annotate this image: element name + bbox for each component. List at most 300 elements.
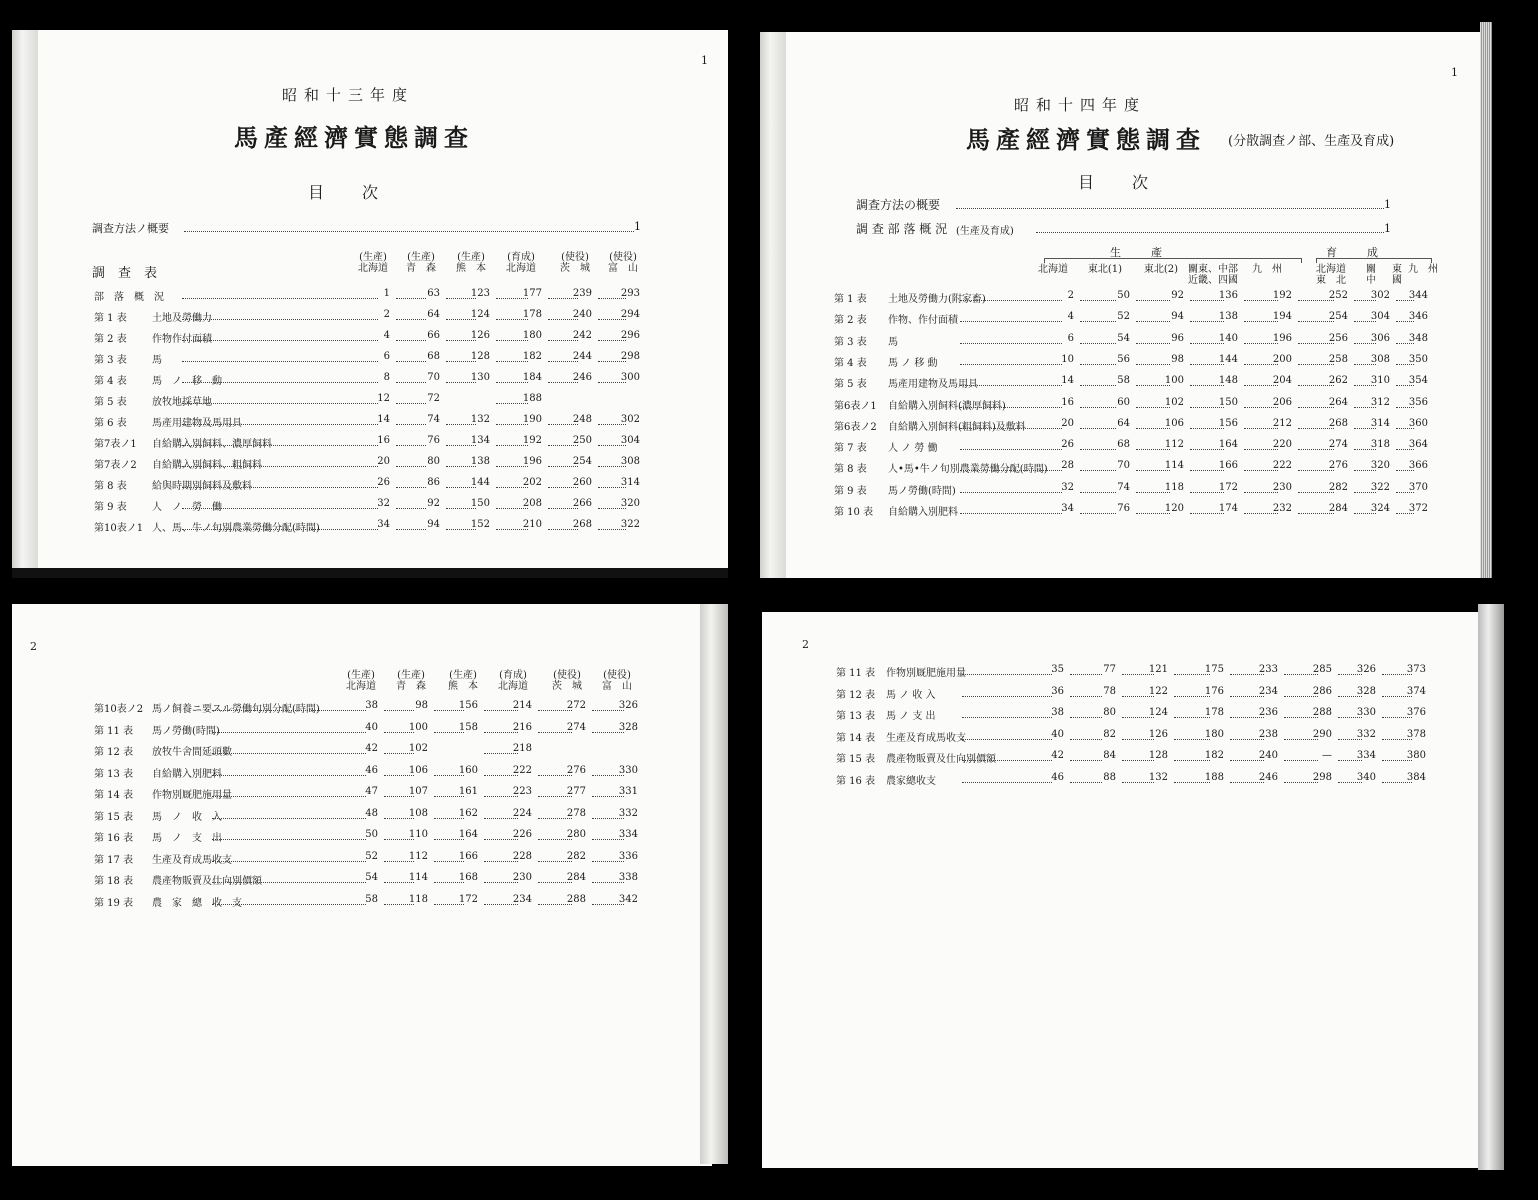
table-name: 馬ノ勞働(時間) (152, 725, 220, 737)
page-ref: 128 (1148, 750, 1168, 761)
page-ref: 54 (365, 872, 378, 883)
table-name: 自給購入別肥料 (888, 507, 958, 518)
table-name: 馬產用建物及馬用具 (152, 418, 242, 429)
page-ref: 338 (618, 872, 638, 883)
page-ref: 2 (383, 309, 390, 320)
leader-dots (212, 904, 366, 905)
page-ref: 74 (1117, 481, 1130, 493)
page-ref: 190 (522, 414, 542, 425)
page-ref: 26 (1061, 439, 1074, 451)
page-ref: 370 (1408, 481, 1428, 493)
column-header: (生產) 北海道 (346, 670, 376, 692)
page-ref: 240 (572, 309, 592, 320)
column-header: (生產) 青 森 (396, 670, 426, 692)
table-number: 第6表ノ2 (834, 421, 877, 433)
page-title: 馬產經濟實態調查 (234, 123, 474, 152)
page-ref: 2 (1067, 290, 1074, 301)
page-ref: 314 (1370, 417, 1390, 429)
leader-dots (212, 818, 366, 819)
page-ref: 226 (512, 829, 532, 840)
table-number: 第 16 表 (836, 775, 876, 787)
page-ref: 250 (572, 435, 592, 446)
page-ref: 233 (1258, 664, 1278, 675)
table-number: 第 8 表 (834, 464, 867, 476)
table-name: 生產及育成馬收支 (152, 854, 232, 866)
page-ref: 156 (1218, 417, 1238, 429)
table-number: 第 2 表 (834, 315, 867, 327)
table-number: 第 6 表 (94, 418, 127, 429)
page-ref: 40 (365, 721, 378, 733)
page-ref: 176 (1204, 685, 1224, 697)
overview-label: 調查方法の概要 (856, 198, 941, 212)
page-ref: 208 (522, 498, 542, 509)
page-ref: 136 (1218, 290, 1238, 301)
page-ref: 274 (566, 721, 586, 733)
year-heading: 昭和十三年度 (282, 86, 415, 104)
page-ref: 94 (1171, 311, 1184, 323)
page-ref: 302 (620, 414, 640, 425)
table-name: 土地及勞働力 (152, 313, 212, 324)
table-number: 第 1 表 (94, 313, 127, 324)
page-ref: 38 (365, 700, 378, 711)
page-ref: 172 (458, 893, 478, 905)
table-name: 人 ノ 勞 働 (152, 502, 222, 513)
table-number: 第 19 表 (94, 897, 134, 909)
table-number: 第 3 表 (834, 336, 867, 348)
column-header: 東 國 (1392, 264, 1402, 286)
page-ref: 376 (1406, 707, 1426, 718)
page-ref: 40 (1051, 728, 1064, 740)
page-ref: 234 (1258, 685, 1278, 697)
page-ref: 277 (566, 786, 586, 797)
table-name: 農家總收支 (886, 775, 936, 787)
page-ref: 282 (1328, 481, 1348, 493)
table-name: 馬產用建物及馬用具 (888, 379, 978, 391)
page-ref: 326 (1356, 664, 1376, 675)
page-ref: 148 (1218, 375, 1238, 387)
page-ref: 118 (1164, 481, 1184, 493)
page-ref: 320 (620, 498, 640, 509)
table-number: 第 9 表 (94, 502, 127, 513)
table-name: 生產及育成馬收支 (886, 732, 966, 744)
leader-dots (1036, 232, 1384, 233)
page-ref: 112 (1164, 439, 1184, 451)
page-ref: 196 (522, 456, 542, 467)
page-ref: 334 (618, 829, 638, 840)
page-ref: 344 (1408, 290, 1428, 301)
page-ref: 126 (1148, 728, 1168, 740)
table-number: 第 12 表 (836, 689, 876, 701)
page-ref: 242 (572, 330, 592, 341)
page-ref: 293 (620, 288, 640, 299)
page-number: 2 (802, 638, 809, 651)
page-ref: 236 (1258, 707, 1278, 718)
table-number: 第 11 表 (836, 668, 876, 679)
page-ref: 248 (572, 414, 592, 425)
table-name: 自給購入別飼料(濃厚飼料) (888, 400, 1006, 412)
page-ref: 16 (377, 435, 390, 446)
page-number: 2 (30, 640, 37, 653)
page-ref: 34 (1061, 503, 1074, 514)
page-ref: 28 (1061, 460, 1074, 472)
page-ref: 132 (1148, 771, 1168, 783)
leader-dots (182, 340, 378, 341)
page-ref: 126 (470, 330, 490, 341)
page-ref: 312 (1370, 396, 1390, 408)
page-ref: 112 (408, 850, 428, 862)
page-ref: 262 (1328, 375, 1348, 387)
page-ref: 290 (1312, 728, 1332, 740)
page-ref: 272 (566, 700, 586, 711)
page-ref: 20 (377, 456, 390, 467)
page-ref: 123 (470, 288, 490, 299)
page-ref: 278 (566, 807, 586, 819)
page-ref: 172 (1218, 481, 1238, 493)
page-number: 1 (1451, 66, 1458, 79)
page-ref: 348 (1408, 332, 1428, 344)
page-ref: 150 (1218, 396, 1238, 408)
page-ref: 232 (1272, 503, 1292, 514)
page-ref: 52 (365, 850, 378, 862)
page-ref: 174 (1218, 503, 1238, 514)
table-number: 第 1 表 (834, 294, 867, 305)
table-name: 自給購入別飼料(粗飼料)及敷料 (888, 421, 1026, 433)
page-ref: 364 (1408, 439, 1428, 451)
page-ref: 374 (1406, 685, 1426, 697)
page-subtitle: (分散調查ノ部、生產及育成) (1228, 134, 1395, 149)
page-ref: 106 (1164, 417, 1184, 429)
page-ref: 164 (458, 829, 478, 840)
page-ref: 336 (618, 850, 638, 862)
page-ref: 64 (1117, 417, 1130, 429)
page-ref: 164 (1218, 439, 1238, 451)
leader-dots (212, 839, 366, 840)
page-ref: 64 (427, 309, 440, 320)
page-ref: 156 (458, 700, 478, 711)
page-ref: 298 (620, 351, 640, 362)
page-ref: 254 (572, 456, 592, 467)
page-ref: 168 (458, 872, 478, 883)
page-ref: 58 (365, 893, 378, 905)
page-ref: 110 (408, 829, 428, 840)
page-ref: 230 (1272, 481, 1292, 493)
leader-dots (182, 445, 378, 446)
table-name: 作物別厩肥施用量 (152, 790, 232, 801)
page-ref: 239 (572, 288, 592, 299)
page-ref: 234 (512, 893, 532, 905)
page-ref: 212 (1272, 417, 1292, 429)
page-ref: 260 (572, 477, 592, 488)
page-ref: 32 (377, 498, 390, 509)
page-ref: 48 (365, 807, 378, 819)
page-ref: 120 (1164, 503, 1184, 514)
column-header: (育成) 北海道 (498, 670, 528, 692)
page-ref: 342 (618, 893, 638, 905)
page-ref: 94 (427, 519, 440, 530)
table-number: 第 15 表 (836, 754, 876, 765)
page-ref: 331 (618, 786, 638, 797)
page-ref: 220 (1272, 439, 1292, 451)
page-ref: 20 (1061, 417, 1074, 429)
page-ref: 246 (1258, 771, 1278, 783)
leader-dots (182, 424, 378, 425)
table-number: 第 18 表 (94, 876, 134, 887)
page-ref: 6 (1067, 332, 1074, 344)
page-ref: 68 (1117, 439, 1130, 451)
page-ref: 144 (1218, 353, 1238, 365)
page-ref: 108 (408, 807, 428, 819)
table-number: 第 10 表 (834, 507, 874, 518)
page-curl (700, 604, 728, 1164)
page-ref: 228 (512, 850, 532, 862)
page-ref: 350 (1408, 353, 1428, 365)
column-header: (使役) 茨 城 (560, 252, 590, 274)
leader-dots (182, 403, 378, 404)
table-number: 第 15 表 (94, 811, 134, 823)
table-name: 作物、作付面積 (888, 315, 958, 327)
page-ref: 178 (1204, 707, 1224, 718)
page-ref: 36 (1051, 685, 1064, 697)
column-header: (育成) 北海道 (506, 252, 536, 274)
page-ref: 180 (1204, 728, 1224, 740)
page-ref: 162 (458, 807, 478, 819)
page-ref: 332 (618, 807, 638, 819)
page-ref: 238 (1258, 728, 1278, 740)
page-ref: 66 (427, 330, 440, 341)
page-ref: 184 (522, 372, 542, 383)
village-page: 1 (1384, 222, 1391, 235)
village-label: 調 查 部 落 概 況 (856, 222, 948, 236)
page-ref: 268 (1328, 417, 1348, 429)
page-ref: 34 (377, 519, 390, 530)
page-ref: 68 (427, 351, 440, 362)
column-header: (生產) 青 森 (406, 252, 436, 274)
page-ref: 4 (1067, 311, 1074, 323)
leader-dots (212, 861, 366, 862)
page-ref: 252 (1328, 290, 1348, 301)
page-ref: 46 (365, 764, 378, 776)
page-ref: 128 (470, 351, 490, 362)
page-ref: 373 (1406, 664, 1426, 675)
page-ref: 74 (427, 414, 440, 425)
table-name: 放牧牛舍間延頭數 (152, 747, 232, 758)
page-ref: 42 (1051, 750, 1064, 761)
page-ref: 107 (408, 786, 428, 797)
page-ref: 12 (377, 393, 390, 404)
toc-heading: 目次 (1078, 173, 1187, 192)
page-ref: 216 (512, 721, 532, 733)
page-ref: 182 (1204, 750, 1224, 761)
page-ref: 314 (620, 477, 640, 488)
page-ref: 274 (1328, 439, 1348, 451)
page-ref: 254 (1328, 311, 1348, 323)
page-ref: 188 (522, 393, 542, 404)
page-ref: 102 (1164, 396, 1184, 408)
table-number: 第 17 表 (94, 854, 134, 866)
page-ref: 322 (620, 519, 640, 530)
column-header: 北海道 (1038, 264, 1068, 275)
page-ref: 282 (566, 850, 586, 862)
table-name: 農產物販賣及仕向別價額 (886, 754, 996, 765)
page-ref: 210 (522, 519, 542, 530)
table-number: 第 4 表 (834, 357, 867, 369)
table-number: 第7表ノ2 (94, 460, 137, 471)
page-ref: 244 (572, 351, 592, 362)
year-heading: 昭和十四年度 (1014, 96, 1147, 114)
table-number: 第 12 表 (94, 747, 134, 758)
page-1939-toc-2 (762, 612, 1478, 1168)
page-ref: 188 (1204, 771, 1224, 783)
table-number: 第 11 表 (94, 725, 134, 737)
table-number: 第 5 表 (834, 379, 867, 391)
page-ref: 58 (1117, 375, 1130, 387)
page-curl (12, 30, 38, 578)
page-ref: 302 (1370, 290, 1390, 301)
table-number: 第 3 表 (94, 355, 127, 366)
page-ref: 160 (458, 764, 478, 776)
page-ref: 276 (1328, 460, 1348, 472)
overview-page: 1 (1384, 198, 1391, 211)
page-ref: 284 (566, 872, 586, 883)
page-ref: 224 (512, 807, 532, 819)
table-number: 第 2 表 (94, 334, 127, 345)
table-number: 第 7 表 (834, 443, 867, 455)
page-ref: 122 (1148, 685, 1168, 697)
page-ref: 63 (427, 288, 440, 299)
table-name: 馬 ノ 支 出 (886, 711, 936, 722)
table-name: 放牧地採草地 (152, 397, 212, 408)
page-ref: 161 (458, 786, 478, 797)
leader-dots (182, 361, 378, 362)
page-ref: 298 (1312, 771, 1332, 783)
page-ref: 1 (383, 288, 390, 299)
leader-dots (184, 231, 634, 232)
table-name: 自給購入別飼料、濃厚飼料 (152, 439, 272, 450)
page-ref: 102 (408, 743, 428, 754)
page-curl (760, 32, 786, 578)
table-name: 馬 ノ 支 出 (152, 833, 222, 844)
leader-dots (212, 775, 366, 776)
page-ref: 16 (1061, 396, 1074, 408)
table-name: 給與時期別飼料及敷料 (152, 481, 252, 492)
column-header: (生產) 熊 本 (448, 670, 478, 692)
page-ref: 96 (1171, 332, 1184, 344)
page-ref: 378 (1406, 728, 1426, 740)
table-name: 農產物販賣及仕向別價額 (152, 876, 262, 887)
page-ref: 256 (1328, 332, 1348, 344)
page-ref: 200 (1272, 353, 1292, 365)
page-ref: 223 (512, 786, 532, 797)
column-header: (使役) 富 山 (608, 252, 638, 274)
page-ref: 380 (1406, 750, 1426, 761)
page-ref: 360 (1408, 417, 1428, 429)
page-ref: 182 (522, 351, 542, 362)
page-ref: 332 (1356, 728, 1376, 740)
page-ref: 246 (572, 372, 592, 383)
page-ref: 328 (1356, 685, 1376, 697)
table-name: 人、馬、牛ノ旬別農業勞働分配(時間) (152, 523, 320, 534)
page-ref: 222 (1272, 460, 1292, 472)
leader-dots (182, 298, 378, 299)
page-ref: 144 (470, 477, 490, 488)
table-number: 部 落 概 況 (94, 292, 164, 303)
page-ref: 324 (1370, 503, 1390, 514)
page-ref: 286 (1312, 685, 1332, 697)
table-number: 第 9 表 (834, 485, 867, 497)
column-header: 東北(1) (1087, 264, 1123, 275)
page-ref: 340 (1356, 771, 1376, 783)
column-header: (生產) 北海道 (358, 252, 388, 274)
page-ref: 52 (1117, 311, 1130, 323)
page-ref: 285 (1312, 664, 1332, 675)
page-ref: 26 (377, 477, 390, 488)
page-ref: 138 (470, 456, 490, 467)
page-ref: 124 (1148, 707, 1168, 718)
table-name: 馬 ノ 收 入 (886, 689, 936, 701)
page-ref: 80 (427, 456, 440, 467)
page-ref: 138 (1218, 311, 1238, 323)
table-name: 馬 (152, 355, 162, 366)
page-ref: 384 (1406, 771, 1426, 783)
page-ref: 50 (365, 829, 378, 840)
table-number: 第 5 表 (94, 397, 127, 408)
page-ref: 134 (470, 435, 490, 446)
page-ref: 100 (1164, 375, 1184, 387)
page-ref: 92 (1171, 290, 1184, 301)
page-ref: 192 (522, 435, 542, 446)
page-number: 1 (701, 54, 708, 67)
page-ref: 354 (1408, 375, 1428, 387)
page-ref: 106 (408, 764, 428, 776)
page-ref: 268 (572, 519, 592, 530)
page-ref: 132 (470, 414, 490, 425)
page-ref: 6 (383, 351, 390, 362)
page-curl (1478, 604, 1504, 1170)
page-ref: 76 (427, 435, 440, 446)
column-header: 關東、中部 近畿、四國 (1188, 264, 1238, 286)
page-ref: 140 (1218, 332, 1238, 344)
page-ref: — (1322, 750, 1332, 761)
page-ref: 230 (512, 872, 532, 883)
page-ref: 372 (1408, 503, 1428, 514)
table-name: 農 家 總 收 支 (152, 897, 242, 909)
page-ref: 114 (408, 872, 428, 883)
table-number: 第6表ノ1 (834, 400, 877, 412)
page-ref: 196 (1272, 332, 1292, 344)
page-ref: 318 (1370, 439, 1390, 451)
page-ref: 4 (383, 330, 390, 341)
column-header: 九 州 (1408, 264, 1438, 275)
page-ref: 294 (620, 309, 640, 320)
leader-dots (956, 208, 1384, 209)
leader-dots (182, 487, 378, 488)
column-header: (生產) 熊 本 (456, 252, 486, 274)
page-ref: 8 (383, 372, 390, 383)
page-ref: 46 (1051, 771, 1064, 783)
page-ref: 38 (1051, 707, 1064, 718)
page-1938-toc-2 (12, 604, 712, 1166)
table-number: 第10表ノ1 (94, 523, 144, 534)
section-label: 調 查 表 (92, 266, 158, 281)
page-ref: 222 (512, 764, 532, 776)
page-edge (12, 568, 728, 578)
table-number: 第10表ノ2 (94, 704, 144, 715)
group-rearing: 育成 (1326, 246, 1408, 259)
page-ref: 150 (470, 498, 490, 509)
leader-dots (212, 710, 366, 711)
page-ref: 152 (470, 519, 490, 530)
page-ref: 178 (522, 309, 542, 320)
